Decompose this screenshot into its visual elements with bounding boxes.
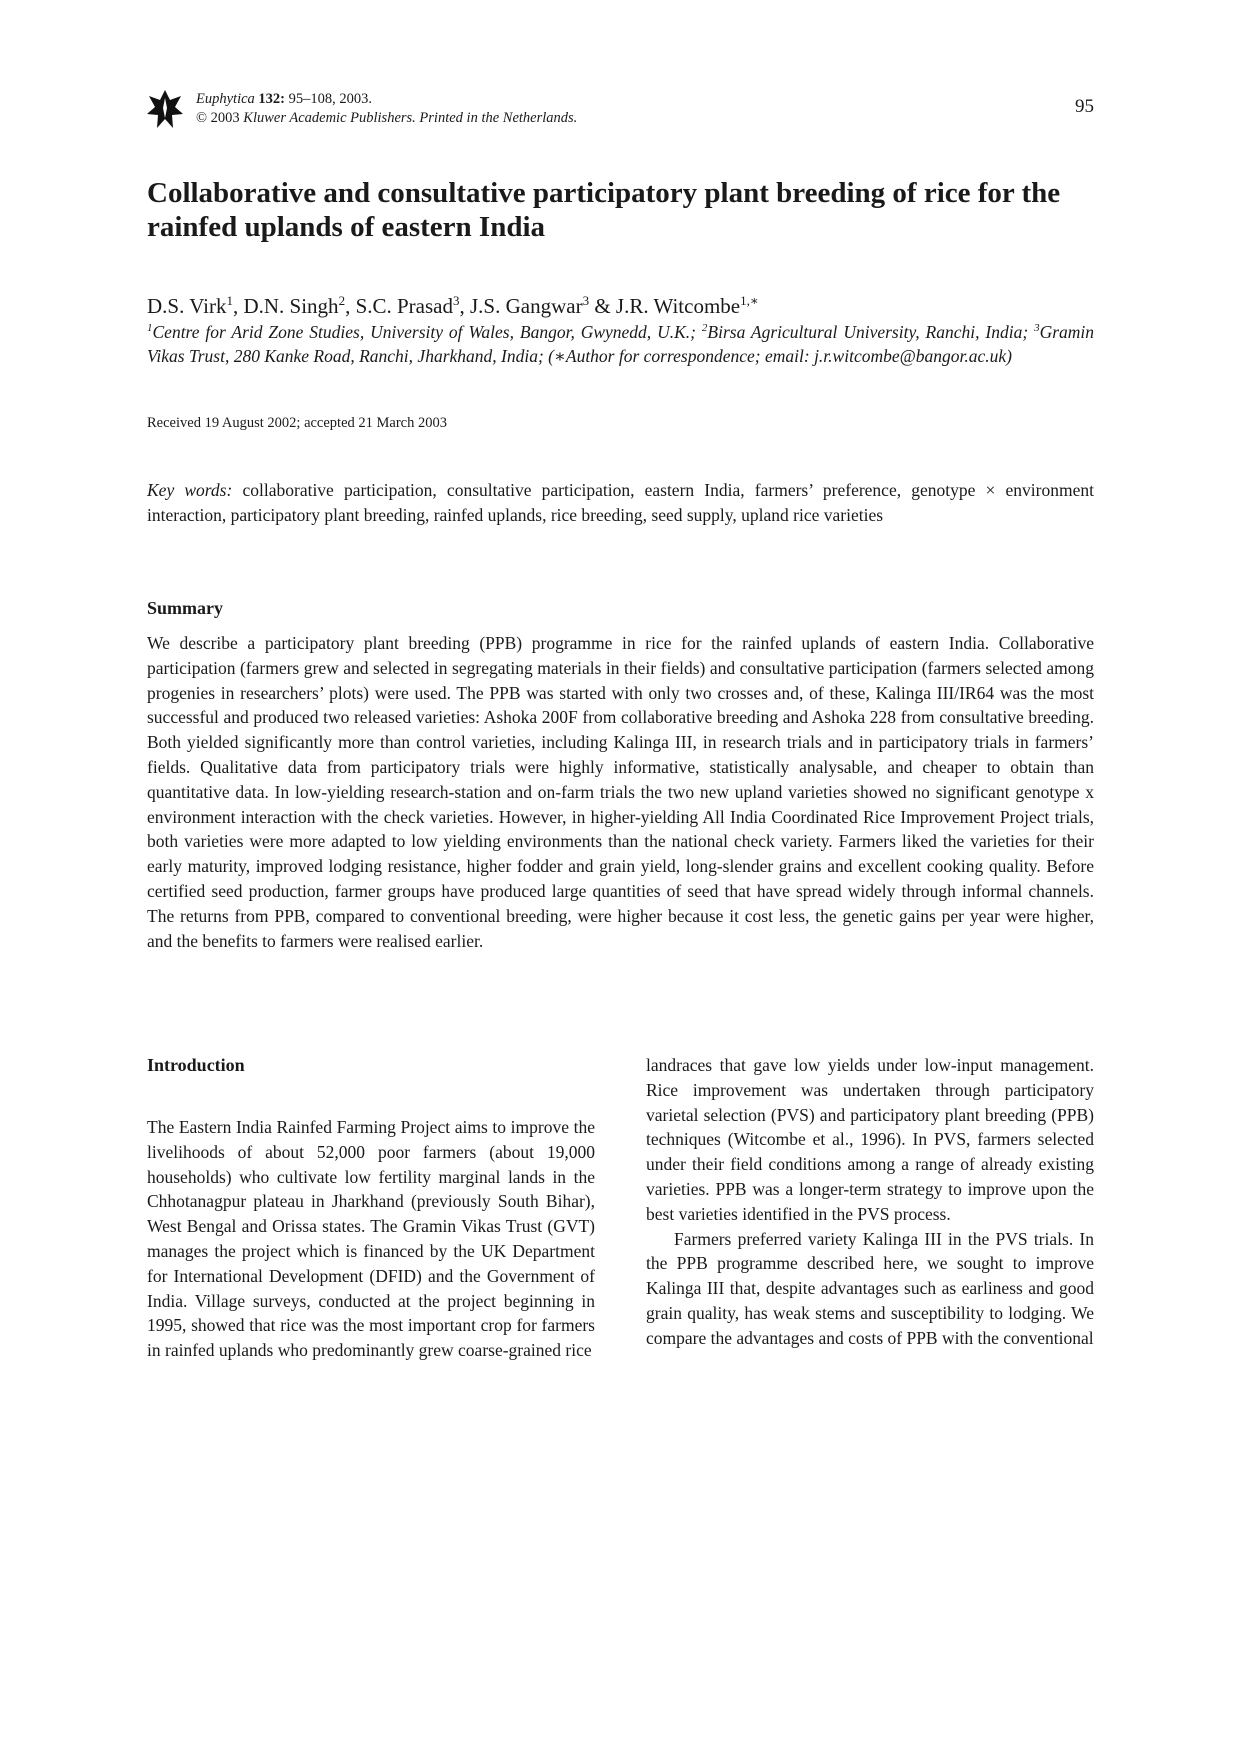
- author-name: S.C. Prasad: [355, 294, 453, 318]
- author-separator: ,: [345, 294, 356, 318]
- introduction-paragraph: The Eastern India Rainfed Farming Project aims to improve the livelihoods of about 52,000 poor farmers (about 19,000 households) who cultivate low fertility marginal lands in the Chhotanagpur plateau in Jharkhand (previously South Bihar), West Bengal and Orissa states. The Gramin Vikas Trust (GVT) manages the project which is financed by the UK Department for International Development (DFID) and the Government of India. Village surveys, conducted at the project beginning in 1995, showed that rice was the most important crop for farmers in rainfed uplands who predominantly grew coarse-grained rice: [147, 1117, 595, 1361]
- journal-citation: [196, 90, 577, 128]
- copyright-prefix: © 2003: [196, 110, 240, 126]
- author-affiliation-mark: 3: [453, 293, 460, 308]
- summary-text: We describe a participatory plant breeding (PPB) programme in rice for the rainfed uplands of eastern India. Collaborative participation (farmers grew and selected in segregating materials in their fields) and consultative participation (farmers selected among progenies in researchers’ plots) were used. The PPB was started with only two crosses and, of these, Kalinga III/IR64 was the most successful and produced two released varieties: Ashoka 200F from collaborative breeding and Ashoka 228 from consultative breeding. Both yielded significantly more than control varieties, including Kalinga III, in research trials and in participatory trials in farmers’ fields. Qualitative data from participatory trials were highly informative, statistically analysable, and cheaper to obtain than quantitative data. In low-yielding research-station and on-farm trials the two new upland varieties showed no significant genotype x environment interaction with the check varieties. However, in higher-yielding All India Coordinated Rice Improvement Project trials, both varieties were more adapted to low yielding environments than the national check variety. Farmers liked the varieties for their early maturity, improved lodging resistance, higher fodder and grain yield, long-slender grains and excellent cooking quality. Before certified seed production, farmer groups have produced large quantities of seed that have spread widely through informal channels. The returns from PPB, compared to conventional breeding, were higher because it cost less, the genetic gains per year were higher, and the benefits to farmers were realised earlier.: [147, 633, 1094, 951]
- introduction-heading: Introduction: [147, 1055, 245, 1075]
- printed-in: Printed in the Netherlands.: [419, 110, 578, 126]
- introduction-paragraph: Farmers preferred variety Kalinga III in the PVS trials. In the PPB programme described here, we sought to improve Kalinga III that, despite advantages such as earliness and good grain quality, has weak stems and susceptibility to lodging. We compare the advantages and costs of PPB with the conventional: [646, 1228, 1094, 1348]
- author-affiliation-mark: 1: [226, 293, 233, 308]
- affiliation-text: Centre for Arid Zone Studies, University of Wales, Bangor, Gwynedd, U.K.;: [152, 321, 702, 342]
- author-name: D.S. Virk: [147, 294, 227, 318]
- author-name: J.R. Witcombe: [615, 294, 741, 318]
- author-affiliation-mark: 1,∗: [740, 293, 759, 308]
- author-separator: &: [589, 294, 616, 318]
- left-column: [147, 1053, 595, 1363]
- publisher-logo-icon: [146, 88, 184, 130]
- keywords-text: collaborative participation, consultative participation, eastern India, farmers’ preference, genotype × environment interaction, participatory plant breeding, rainfed uplands, rice breeding, seed supply, upland rice varieties: [147, 480, 1094, 525]
- author-name: D.N. Singh: [243, 294, 339, 318]
- summary-heading: Summary: [147, 598, 223, 618]
- journal-volume: 132:: [258, 91, 286, 107]
- paper-title: Collaborative and consultative participatory plant breeding of rice for the rainfed uplands of eastern India: [147, 177, 1061, 243]
- affiliation-mark: 2: [701, 322, 708, 334]
- author-affiliation-mark: 3: [582, 293, 590, 308]
- author-list: [147, 288, 1107, 319]
- affiliation-text: Birsa Agricultural University, Ranchi, India;: [707, 321, 1035, 342]
- author-name: J.S. Gangwar: [470, 294, 583, 318]
- received-dates: Received 19 August 2002; accepted 21 March 2003: [147, 415, 447, 431]
- author-affiliation-mark: 2: [338, 293, 346, 308]
- affiliations: [147, 316, 1094, 369]
- page-number: 95: [1075, 96, 1094, 117]
- author-separator: ,: [459, 294, 470, 318]
- affiliation-mark: 3: [1034, 322, 1040, 334]
- affiliation-mark: 1: [147, 322, 153, 334]
- keywords: [147, 478, 1094, 528]
- author-separator: ,: [232, 294, 244, 318]
- keywords-label: Key words:: [147, 480, 233, 500]
- journal-name: Euphytica: [196, 91, 255, 107]
- affiliation-text: Gramin Vikas Trust, 280 Kanke Road, Ranchi, Jharkhand, India; (∗Author for correspondence; email: j.r.witcombe@bangor.ac.uk): [147, 321, 1095, 367]
- publisher-name: Kluwer Academic Publishers.: [243, 110, 416, 126]
- journal-pages-year: 95–108, 2003.: [288, 91, 373, 107]
- right-column: [646, 1053, 1094, 1351]
- introduction-paragraph: landraces that gave low yields under low-input management. Rice improvement was undertaken through participatory varietal selection (PVS) and participatory plant breeding (PPB) techniques (Witcombe et al., 1996). In PVS, farmers selected under their field conditions among a range of already existing varieties. PPB was a longer-term strategy to improve upon the best varieties identified in the PVS process.: [646, 1055, 1094, 1224]
